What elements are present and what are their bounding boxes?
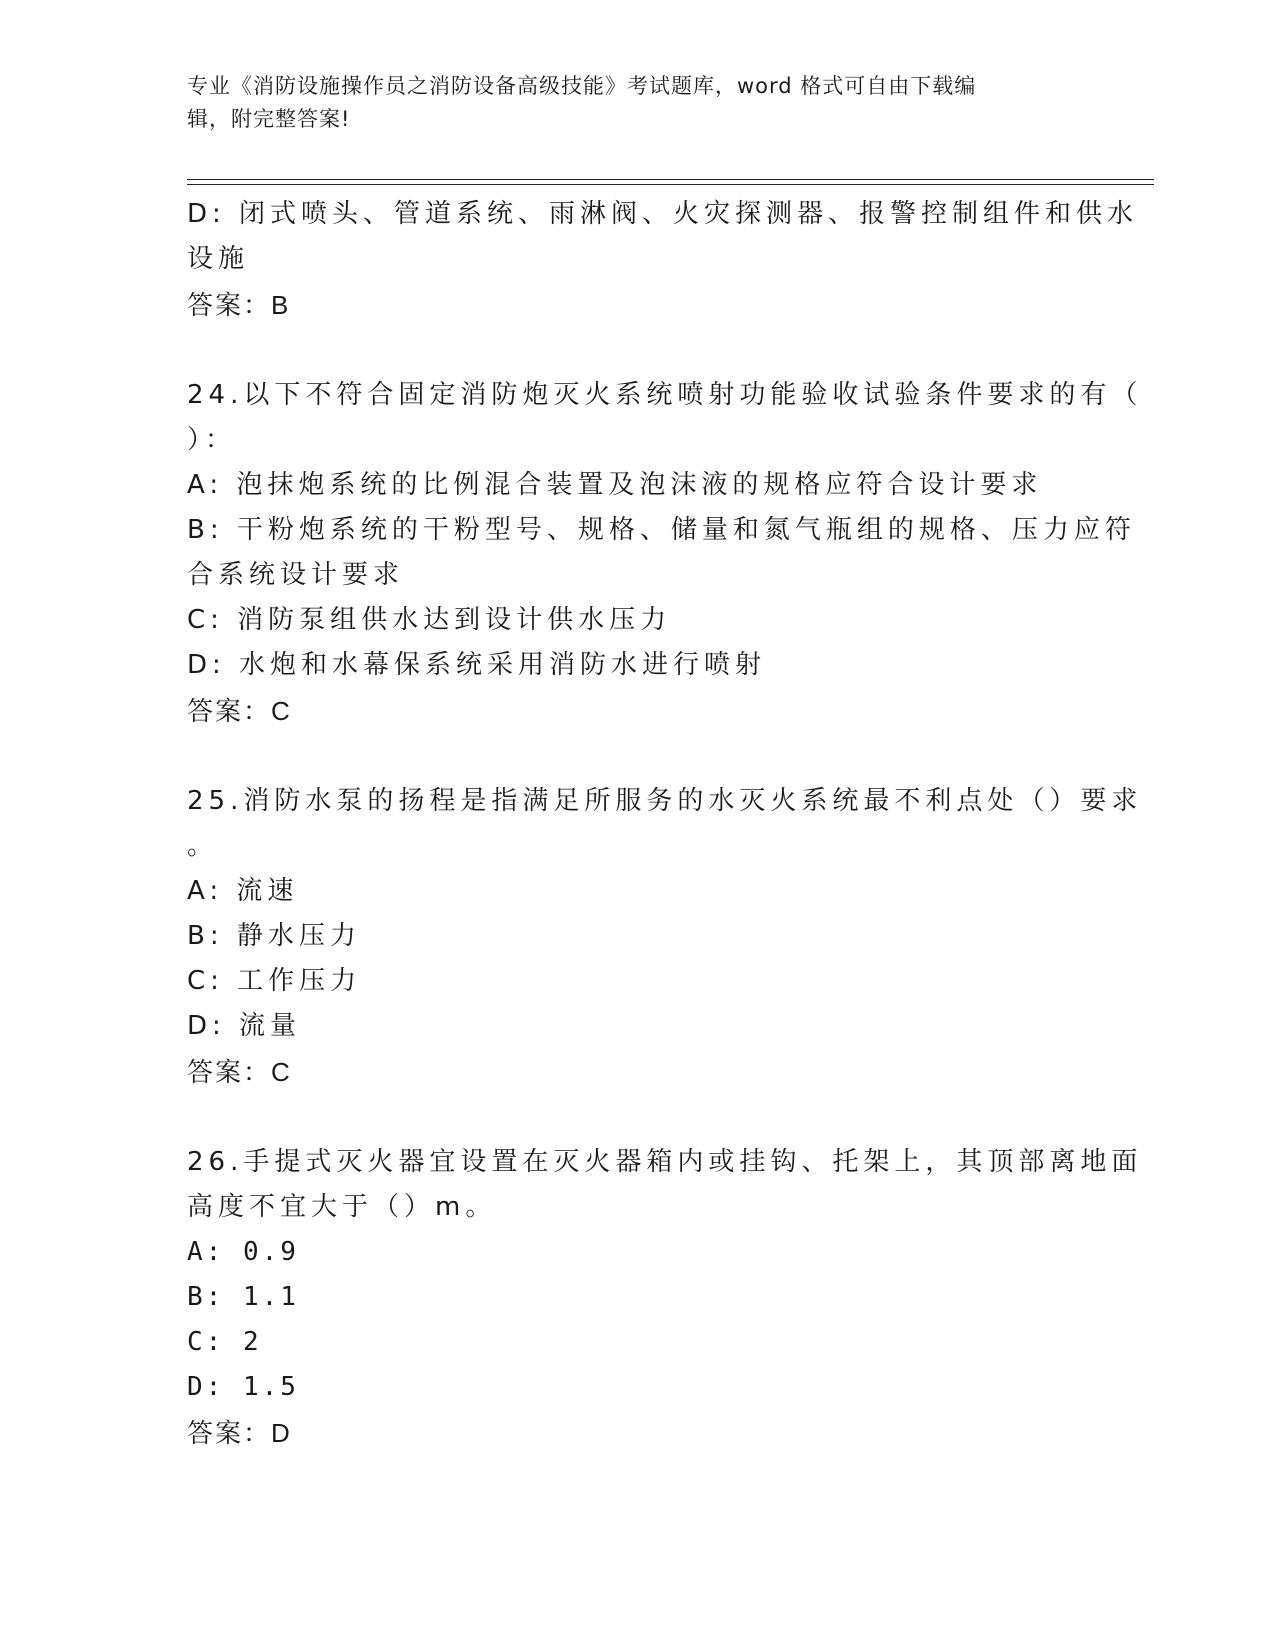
option-d: D: 流量 — [187, 1011, 302, 1041]
option-a: A: 流速 — [187, 876, 299, 906]
header-line: 专业《消防设施操作员之消防设备高级技能》考试题库，word 格式可自由下载编 — [187, 74, 977, 98]
question-text: 24.以下不符合固定消防炮灭火系统喷射功能验收试验条件要求的有（ — [187, 380, 1143, 410]
question-text: 。 — [187, 831, 219, 861]
answer-line: 答案：C — [187, 696, 292, 726]
option-b: 合系统设计要求 — [187, 560, 405, 590]
option-d: D: 1.5 — [187, 1372, 299, 1402]
question-content — [187, 192, 1143, 1456]
question-block — [187, 779, 1143, 1095]
option-c: C: 工作压力 — [187, 966, 362, 996]
question-text: 26.手提式灭火器宜设置在灭火器箱内或挂钩、托架上，其顶部离地面 — [187, 1147, 1143, 1177]
option-b: B: 静水压力 — [187, 921, 361, 951]
question-text: 高度不宜大于（）m。 — [187, 1192, 497, 1222]
answer-line: 答案：D — [187, 1418, 292, 1448]
header-divider — [187, 184, 1154, 185]
option-c: C: 消防泵组供水达到设计供水压力 — [187, 605, 672, 635]
option-c: C: 2 — [187, 1327, 262, 1357]
question-text: ）： — [187, 425, 237, 455]
answer-line: 答案：B — [187, 290, 291, 320]
header-line: 辑，附完整答案! — [187, 107, 351, 131]
option-line: 设施 — [187, 244, 250, 274]
header-divider — [187, 179, 1154, 180]
option-a: A: 泡抹炮系统的比例混合装置及泡沫液的规格应符合设计要求 — [187, 470, 1043, 500]
option-line: D: 闭式喷头、管道系统、雨淋阀、火灾探测器、报警控制组件和供水 — [187, 199, 1139, 229]
answer-line: 答案：C — [187, 1057, 292, 1087]
option-d: D: 水炮和水幕保系统采用消防水进行喷射 — [187, 650, 767, 680]
question-block — [187, 1140, 1143, 1456]
option-b: B: 1.1 — [187, 1282, 299, 1312]
question-text: 25.消防水泵的扬程是指满足所服务的水灭火系统最不利点处（）要求 — [187, 786, 1143, 816]
option-a: A: 0.9 — [187, 1237, 299, 1267]
question-block — [187, 192, 1139, 328]
question-block — [187, 373, 1143, 734]
document-header — [187, 70, 1067, 136]
option-b: B: 干粉炮系统的干粉型号、规格、储量和氮气瓶组的规格、压力应符 — [187, 515, 1136, 545]
